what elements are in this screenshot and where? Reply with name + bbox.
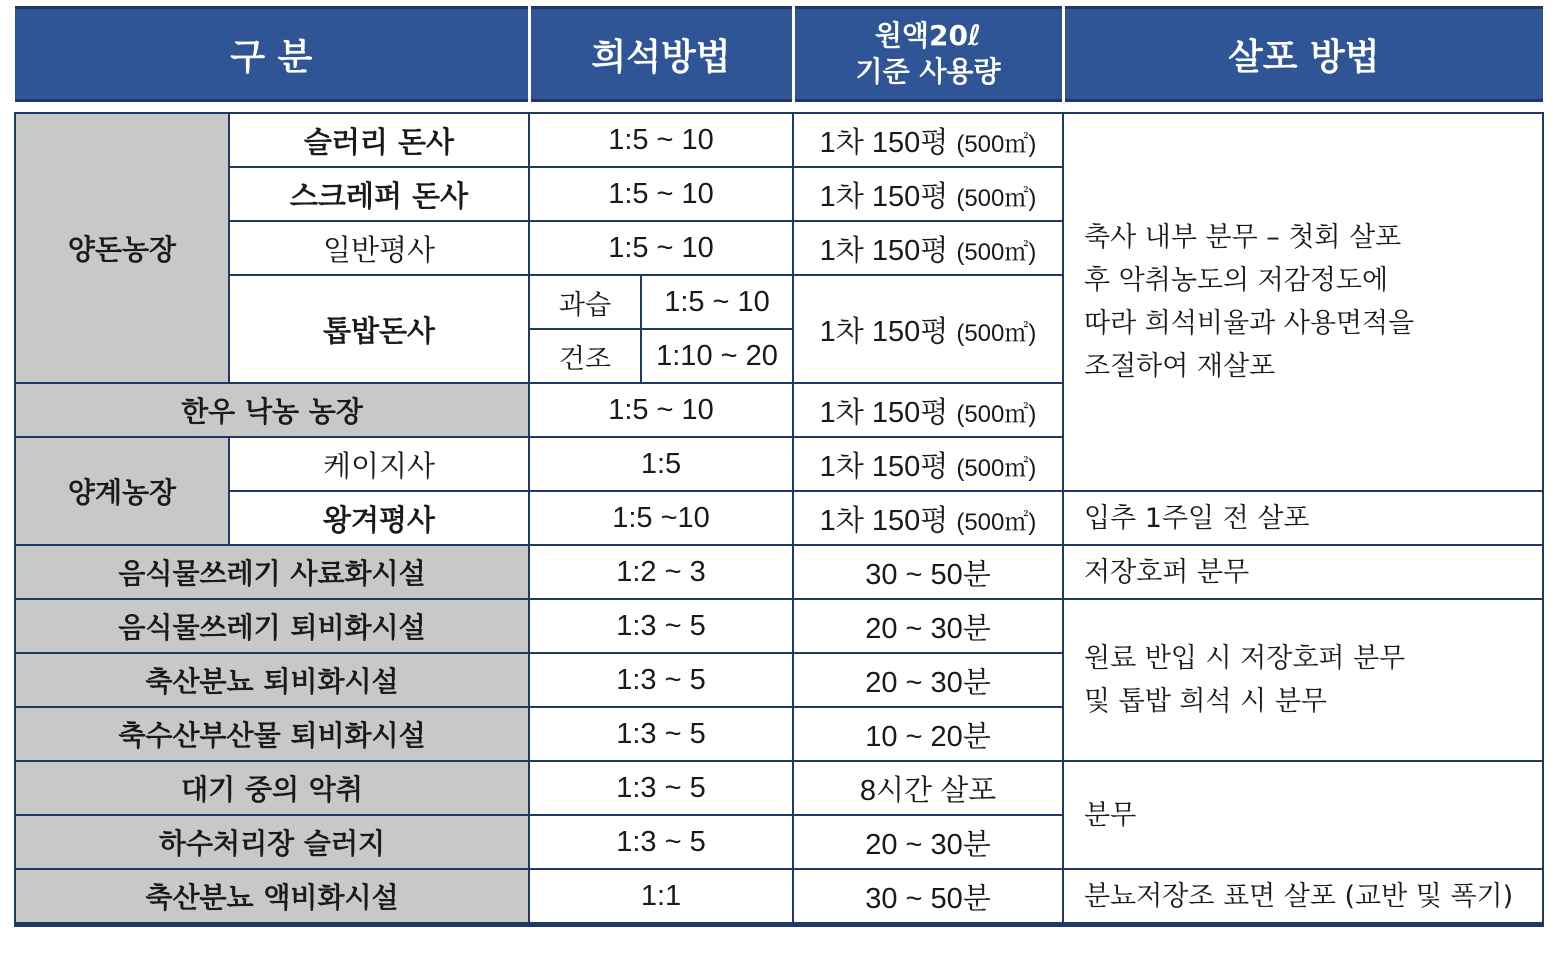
- table-row: [15, 599, 1543, 653]
- usage-general: [793, 221, 1063, 275]
- method-barn-line3: 따라 희석비율과 사용면적을: [1084, 308, 1415, 339]
- dilution-byproduct-compost: 1:3 ~ 5: [529, 707, 793, 761]
- usage-sawdust: [793, 275, 1063, 383]
- category-manure-liquid: 축산분뇨 액비화시설: [15, 869, 529, 925]
- category-sewage-sludge: 하수처리장 슬러지: [15, 815, 529, 869]
- method-barn-line2: 후 악취농도의 저감정도에: [1084, 265, 1389, 296]
- category-poultry: 양계농장: [15, 437, 229, 545]
- sub-floor: 왕겨평사: [229, 491, 529, 545]
- usage-sewage-sludge: 20 ~ 30분: [793, 815, 1063, 869]
- dilution-hanwoo: 1:5 ~ 10: [529, 383, 793, 437]
- usage-area-sub: (500㎡): [956, 400, 1037, 428]
- header-method: 살포 방법: [1063, 8, 1543, 101]
- usage-area: 1차 150평: [819, 450, 949, 483]
- dilution-manure-compost: 1:3 ~ 5: [529, 653, 793, 707]
- table-row: [15, 545, 1543, 599]
- dilution-general: 1:5 ~ 10: [529, 221, 793, 275]
- usage-air-odor: 8시간 살포: [793, 761, 1063, 815]
- usage-manure-compost: 20 ~ 30분: [793, 653, 1063, 707]
- category-manure-compost: 축산분뇨 퇴비화시설: [15, 653, 529, 707]
- category-hanwoo: 한우 낙농 농장: [15, 383, 529, 437]
- dilution-slurry: 1:5 ~ 10: [529, 113, 793, 167]
- table-row: [15, 113, 1543, 167]
- category-food-feed: 음식물쓰레기 사료화시설: [15, 545, 529, 599]
- method-manure-liquid: 분뇨저장조 표면 살포 (교반 및 폭기): [1063, 869, 1543, 925]
- header-category: 구 분: [15, 8, 529, 101]
- dilution-table: [14, 6, 1544, 927]
- usage-area: 1차 150평: [819, 126, 949, 159]
- table-row: [15, 761, 1543, 815]
- dilution-food-compost: 1:3 ~ 5: [529, 599, 793, 653]
- header-row: [15, 8, 1543, 101]
- table-row: [15, 491, 1543, 545]
- sub-general: 일반평사: [229, 221, 529, 275]
- usage-area-sub: (500㎡): [956, 130, 1037, 158]
- dilution-scraper: 1:5 ~ 10: [529, 167, 793, 221]
- usage-food-feed: 30 ~ 50분: [793, 545, 1063, 599]
- usage-floor: [793, 491, 1063, 545]
- humidity-wet: 과습: [529, 275, 641, 329]
- category-food-compost: 음식물쓰레기 퇴비화시설: [15, 599, 529, 653]
- category-byproduct-compost: 축수산부산물 퇴비화시설: [15, 707, 529, 761]
- header-usage: [793, 8, 1063, 101]
- dilution-table-container: [14, 6, 1542, 927]
- method-barn: [1063, 113, 1543, 491]
- usage-area-sub: (500㎡): [956, 319, 1037, 347]
- dilution-food-feed: 1:2 ~ 3: [529, 545, 793, 599]
- dilution-wet: 1:5 ~ 10: [641, 275, 793, 329]
- method-floor: 입추 1주일 전 살포: [1063, 491, 1543, 545]
- method-compost-line1: 원료 반입 시 저장호퍼 분무: [1084, 643, 1406, 674]
- sub-slurry: 슬러리 돈사: [229, 113, 529, 167]
- header-usage-line1: 원액20ℓ: [874, 19, 982, 52]
- sub-cage: 케이지사: [229, 437, 529, 491]
- usage-slurry: [793, 113, 1063, 167]
- method-spray: 분무: [1063, 761, 1543, 869]
- usage-byproduct-compost: 10 ~ 20분: [793, 707, 1063, 761]
- category-air-odor: 대기 중의 악취: [15, 761, 529, 815]
- header-dilution: 희석방법: [529, 8, 793, 101]
- usage-area: 1차 150평: [819, 504, 949, 537]
- usage-area-sub: (500㎡): [956, 454, 1037, 482]
- sub-sawdust: 톱밥돈사: [229, 275, 529, 383]
- usage-area: 1차 150평: [819, 180, 949, 213]
- dilution-manure-liquid: 1:1: [529, 869, 793, 925]
- usage-area: 1차 150평: [819, 315, 949, 348]
- table-row: [15, 869, 1543, 925]
- usage-area-sub: (500㎡): [956, 508, 1037, 536]
- usage-scraper: [793, 167, 1063, 221]
- category-pig-farm: 양돈농장: [15, 113, 229, 383]
- method-barn-line1: 축사 내부 분무 – 첫회 살포: [1084, 222, 1402, 253]
- sub-scraper: 스크레퍼 돈사: [229, 167, 529, 221]
- usage-manure-liquid: 30 ~ 50분: [793, 869, 1063, 925]
- usage-food-compost: 20 ~ 30분: [793, 599, 1063, 653]
- method-food-feed: 저장호퍼 분무: [1063, 545, 1543, 599]
- method-barn-line4: 조절하여 재살포: [1084, 351, 1276, 382]
- method-compost: [1063, 599, 1543, 761]
- header-gap: [15, 101, 1543, 114]
- dilution-air-odor: 1:3 ~ 5: [529, 761, 793, 815]
- dilution-cage: 1:5: [529, 437, 793, 491]
- header-usage-line2: 기준 사용량: [855, 55, 1001, 88]
- usage-area-sub: (500㎡): [956, 184, 1037, 212]
- usage-cage: [793, 437, 1063, 491]
- usage-hanwoo: [793, 383, 1063, 437]
- usage-area: 1차 150평: [819, 234, 949, 267]
- humidity-dry: 건조: [529, 329, 641, 383]
- usage-area-sub: (500㎡): [956, 238, 1037, 266]
- method-compost-line2: 및 톱밥 희석 시 분무: [1084, 686, 1328, 717]
- usage-area: 1차 150평: [819, 396, 949, 429]
- dilution-floor: 1:5 ~10: [529, 491, 793, 545]
- dilution-sewage-sludge: 1:3 ~ 5: [529, 815, 793, 869]
- dilution-dry: 1:10 ~ 20: [641, 329, 793, 383]
